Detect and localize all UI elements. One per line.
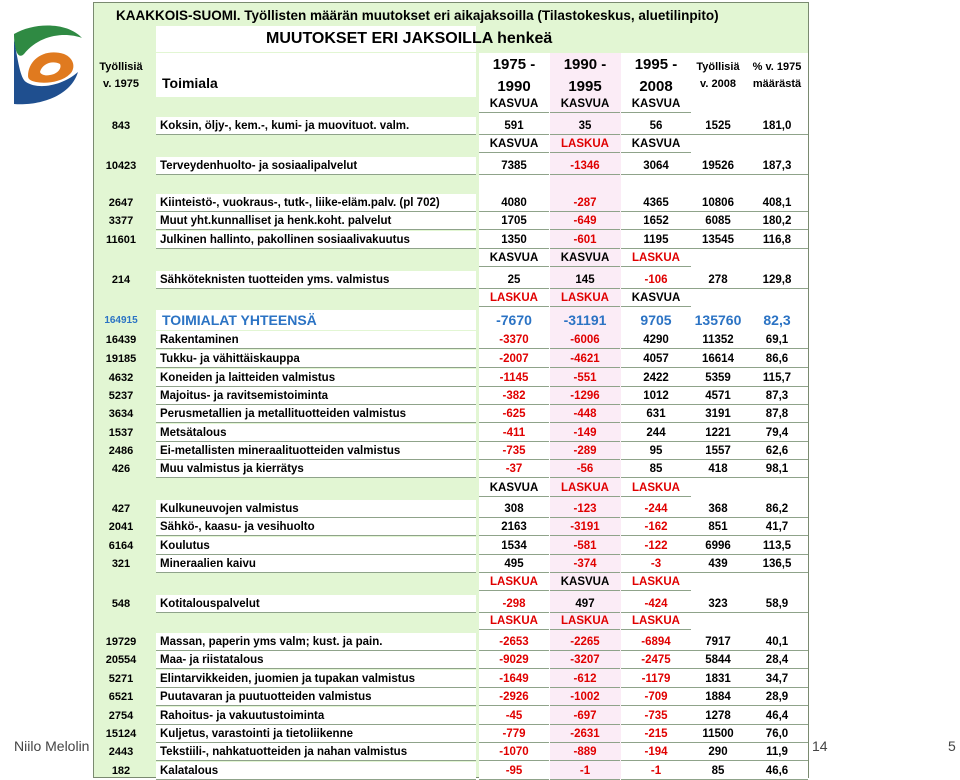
row-change-p2: -448 — [550, 405, 620, 423]
row-industry-name: Perusmetallien ja metallituotteiden valmistus — [156, 405, 476, 423]
trend-label-p2: LASKUA — [550, 479, 620, 497]
row-change-p1: 308 — [479, 500, 549, 518]
row-emp1975: 548 — [111, 598, 131, 610]
row-pct: 69,1 — [746, 331, 808, 349]
row-pct: 115,7 — [746, 369, 808, 387]
row-change-p1: 1534 — [479, 537, 549, 555]
row-emp2008: 11500 — [688, 725, 748, 743]
row-change-p3: -1179 — [621, 670, 691, 688]
row-emp2008: 851 — [688, 518, 748, 536]
row-pct: 116,8 — [746, 231, 808, 249]
row-emp1975: 3634 — [108, 408, 134, 420]
total-p1: -7670 — [496, 312, 532, 328]
row-pct: 62,6 — [746, 442, 808, 460]
row-change-p1: -2926 — [479, 688, 549, 706]
row-emp2008: 1557 — [688, 442, 748, 460]
total-emp1975: 164915 — [104, 314, 138, 326]
row-pct: 46,4 — [746, 707, 808, 725]
row-pct: 86,2 — [746, 500, 808, 518]
row-change-p1: -1070 — [479, 743, 549, 761]
row-change-p3: -162 — [621, 518, 691, 536]
row-change-p1: 495 — [479, 555, 549, 573]
row-change-p2: -6006 — [550, 331, 620, 349]
row-change-p1: 4080 — [479, 194, 549, 212]
row-change-p2: -1 — [550, 762, 620, 780]
row-change-p1: -9029 — [479, 651, 549, 669]
row-industry-name: Kiinteistö-, vuokraus-, tutk-, liike-eläm.palv. (pl 702) — [156, 194, 476, 212]
row-change-p3: 2422 — [621, 369, 691, 387]
row-industry-name: Muut yht.kunnalliset ja henk.koht. palvelut — [156, 212, 476, 230]
row-change-p2: 497 — [550, 595, 620, 613]
row-pct: 136,5 — [746, 555, 808, 573]
trend-label-p3: LASKUA — [621, 612, 691, 630]
row-change-p1: -382 — [479, 387, 549, 405]
row-change-p1: 25 — [479, 271, 549, 289]
row-emp2008: 418 — [688, 460, 748, 478]
row-emp2008: 6996 — [688, 537, 748, 555]
row-emp1975: 3377 — [108, 215, 134, 227]
row-change-p3: 244 — [621, 424, 691, 442]
row-industry-name: Elintarvikkeiden, juomien ja tupakan valmistus — [156, 670, 476, 688]
row-emp2008: 7917 — [688, 633, 748, 651]
row-industry-name: Mineraalien kaivu — [156, 555, 476, 573]
row-industry-name: Rahoitus- ja vakuutustoiminta — [156, 707, 476, 725]
row-change-p3: -215 — [621, 725, 691, 743]
trend-label-p1: KASVUA — [479, 249, 549, 267]
row-change-p3: 95 — [621, 442, 691, 460]
row-emp2008: 19526 — [688, 157, 748, 175]
total-p3: 9705 — [640, 312, 672, 328]
trend-label-p1: KASVUA — [479, 95, 549, 113]
row-pct: 87,3 — [746, 387, 808, 405]
trend-label-p1: LASKUA — [479, 289, 549, 307]
row-change-p2: -1296 — [550, 387, 620, 405]
trend-label-p2: KASVUA — [550, 573, 620, 591]
header-period2-line1: 1990 - — [563, 55, 607, 73]
row-change-p2: -581 — [550, 537, 620, 555]
row-pct: 58,9 — [746, 595, 808, 613]
total-emp2008: 135760 — [694, 312, 742, 328]
row-change-p2: 145 — [550, 271, 620, 289]
row-pct: 28,9 — [746, 688, 808, 706]
trend-label-p2: LASKUA — [550, 135, 620, 153]
row-change-p2: -612 — [550, 670, 620, 688]
trend-label-p1: KASVUA — [479, 479, 549, 497]
row-change-p1: -2007 — [479, 350, 549, 368]
row-emp2008: 85 — [688, 762, 748, 780]
row-emp2008: 368 — [688, 500, 748, 518]
trend-label-p3: LASKUA — [621, 573, 691, 591]
trend-label-p3: KASVUA — [621, 135, 691, 153]
row-pct: 79,4 — [746, 424, 808, 442]
trend-label-p3: KASVUA — [621, 289, 691, 307]
row-change-p3: 3064 — [621, 157, 691, 175]
row-change-p3: -424 — [621, 595, 691, 613]
row-pct: 28,4 — [746, 651, 808, 669]
row-change-p2: -4621 — [550, 350, 620, 368]
row-change-p1: 7385 — [479, 157, 549, 175]
row-emp1975: 4632 — [108, 372, 134, 384]
row-emp2008: 10806 — [688, 194, 748, 212]
row-change-p2: -123 — [550, 500, 620, 518]
table-subtitle: MUUTOKSET ERI JAKSOILLA henkeä — [156, 26, 476, 52]
row-pct: 180,2 — [746, 212, 808, 230]
row-emp1975: 427 — [111, 503, 131, 515]
row-emp2008: 13545 — [688, 231, 748, 249]
row-change-p3: 4057 — [621, 350, 691, 368]
row-change-p2: -287 — [550, 194, 620, 212]
row-change-p2: -889 — [550, 743, 620, 761]
trend-label-p2: LASKUA — [550, 612, 620, 630]
row-emp1975: 19185 — [105, 353, 137, 365]
row-emp1975: 214 — [111, 274, 131, 286]
row-industry-name: Metsätalous — [156, 424, 476, 442]
row-change-p2: -1346 — [550, 157, 620, 175]
row-emp1975: 19729 — [105, 636, 137, 648]
organization-logo-icon — [6, 20, 88, 108]
row-emp1975: 5271 — [108, 673, 134, 685]
header-period1-line1: 1975 - — [479, 53, 549, 75]
row-industry-name: Maa- ja riistatalous — [156, 651, 476, 669]
row-industry-name: Koulutus — [156, 537, 476, 555]
row-pct: 113,5 — [746, 537, 808, 555]
row-pct: 408,1 — [746, 194, 808, 212]
row-change-p3: -194 — [621, 743, 691, 761]
row-change-p3: 56 — [621, 117, 691, 135]
row-change-p2: -551 — [550, 369, 620, 387]
row-change-p1: 1350 — [479, 231, 549, 249]
row-emp1975: 6521 — [108, 691, 134, 703]
row-emp2008: 1831 — [688, 670, 748, 688]
row-industry-name: Koneiden ja laitteiden valmistus — [156, 369, 476, 387]
row-emp1975: 182 — [111, 765, 131, 777]
total-p2: -31191 — [563, 312, 607, 328]
header-period3-line2: 2008 — [621, 75, 691, 97]
trend-label-p3: LASKUA — [621, 249, 691, 267]
row-emp1975: 16439 — [105, 334, 137, 346]
header-industry: Toimiala — [156, 53, 476, 97]
row-emp1975: 2443 — [108, 746, 134, 758]
row-pct: 129,8 — [746, 271, 808, 289]
row-change-p1: -779 — [479, 725, 549, 743]
row-pct: 87,8 — [746, 405, 808, 423]
row-change-p3: -2475 — [621, 651, 691, 669]
row-change-p1: 591 — [479, 117, 549, 135]
row-emp1975: 6164 — [108, 540, 134, 552]
trend-label-p2: LASKUA — [550, 289, 620, 307]
row-emp1975: 2486 — [108, 445, 134, 457]
row-industry-name: Majoitus- ja ravitsemistoiminta — [156, 387, 476, 405]
total-pct: 82,3 — [763, 312, 791, 328]
row-change-p3: 85 — [621, 460, 691, 478]
row-pct: 34,7 — [746, 670, 808, 688]
row-change-p2: -1002 — [550, 688, 620, 706]
header-emp2008-line2: v. 2008 — [700, 78, 736, 90]
row-change-p1: -411 — [479, 424, 549, 442]
row-industry-name: Tekstiili-, nahkatuotteiden ja nahan valmistus — [156, 743, 476, 761]
row-emp2008: 5844 — [688, 651, 748, 669]
row-emp2008: 1884 — [688, 688, 748, 706]
row-pct: 40,1 — [746, 633, 808, 651]
row-change-p1: -37 — [479, 460, 549, 478]
row-emp1975: 321 — [111, 558, 131, 570]
row-change-p2: -3191 — [550, 518, 620, 536]
row-emp2008: 323 — [688, 595, 748, 613]
row-change-p2: -2631 — [550, 725, 620, 743]
row-change-p2: -2265 — [550, 633, 620, 651]
row-change-p1: 1705 — [479, 212, 549, 230]
row-emp2008: 1221 — [688, 424, 748, 442]
row-industry-name: Julkinen hallinto, pakollinen sosiaalivakuutus — [156, 231, 476, 249]
row-industry-name: Rakentaminen — [156, 331, 476, 349]
row-change-p1: -625 — [479, 405, 549, 423]
row-emp1975: 1537 — [108, 427, 134, 439]
row-change-p2: -149 — [550, 424, 620, 442]
row-pct: 76,0 — [746, 725, 808, 743]
table-title: KAAKKOIS-SUOMI. Työllisten määrän muutokset eri aikajaksoilla (Tilastokeskus, aluetilinpito) — [116, 7, 719, 23]
row-change-p3: 4365 — [621, 194, 691, 212]
row-industry-name: Terveydenhuolto- ja sosiaalipalvelut — [156, 157, 476, 175]
row-change-p1: -2653 — [479, 633, 549, 651]
row-change-p3: -3 — [621, 555, 691, 573]
row-change-p1: -1145 — [479, 369, 549, 387]
row-emp1975: 11601 — [106, 234, 136, 246]
row-emp1975: 2754 — [108, 710, 134, 722]
row-emp2008: 6085 — [688, 212, 748, 230]
row-change-p3: -122 — [621, 537, 691, 555]
row-industry-name: Koksin, öljy-, kem.-, kumi- ja muovituot. valm. — [156, 117, 476, 135]
row-industry-name: Kotitalouspalvelut — [156, 595, 476, 613]
row-change-p1: -298 — [479, 595, 549, 613]
row-emp1975: 2041 — [108, 521, 134, 533]
row-pct: 98,1 — [746, 460, 808, 478]
trend-label-p1: KASVUA — [479, 135, 549, 153]
row-change-p3: 1012 — [621, 387, 691, 405]
row-change-p2: 35 — [550, 117, 620, 135]
row-change-p3: 631 — [621, 405, 691, 423]
row-emp2008: 278 — [688, 271, 748, 289]
row-change-p3: -1 — [621, 762, 691, 780]
row-industry-name: Kulkuneuvojen valmistus — [156, 500, 476, 518]
row-change-p3: -106 — [621, 271, 691, 289]
row-industry-name: Muu valmistus ja kierrätys — [156, 460, 476, 478]
row-emp2008: 1525 — [688, 117, 748, 135]
row-emp2008: 11352 — [688, 331, 748, 349]
header-emp2008-line1: Työllisiä — [696, 61, 740, 73]
row-industry-name: Kuljetus, varastointi ja tietoliikenne — [156, 725, 476, 743]
row-change-p1: -1649 — [479, 670, 549, 688]
row-change-p2: -374 — [550, 555, 620, 573]
row-emp2008: 290 — [688, 743, 748, 761]
row-industry-name: Kalatalous — [156, 762, 476, 780]
row-industry-name: Tukku- ja vähittäiskauppa — [156, 350, 476, 368]
row-change-p3: 1195 — [621, 231, 691, 249]
trend-label-p1: LASKUA — [479, 573, 549, 591]
footer-author: Niilo Melolin — [14, 738, 90, 754]
trend-label-p3: KASVUA — [621, 95, 691, 113]
row-industry-name: Puutavaran ja puutuotteiden valmistus — [156, 688, 476, 706]
header-emp1975-line1: Työllisiä — [99, 61, 143, 73]
row-pct: 46,6 — [746, 762, 808, 780]
header-period2-line2: 1995 — [568, 77, 602, 95]
trend-label-p2: KASVUA — [550, 249, 620, 267]
row-emp1975: 426 — [111, 463, 131, 475]
row-change-p1: 2163 — [479, 518, 549, 536]
row-emp1975: 10423 — [105, 160, 137, 172]
row-emp2008: 4571 — [688, 387, 748, 405]
row-change-p1: -95 — [479, 762, 549, 780]
row-change-p3: -6894 — [621, 633, 691, 651]
trend-label-p2: KASVUA — [550, 95, 620, 113]
row-change-p2: -601 — [550, 231, 620, 249]
row-emp2008: 1278 — [688, 707, 748, 725]
row-emp1975: 2647 — [108, 197, 134, 209]
row-change-p3: 1652 — [621, 212, 691, 230]
row-change-p1: -735 — [479, 442, 549, 460]
row-change-p2: -56 — [550, 460, 620, 478]
footer-date: 14 — [812, 738, 828, 754]
row-change-p3: -735 — [621, 707, 691, 725]
row-industry-name: Massan, paperin yms valm; kust. ja pain. — [156, 633, 476, 651]
row-change-p3: 4290 — [621, 331, 691, 349]
row-emp1975: 5237 — [108, 390, 134, 402]
row-emp1975: 843 — [111, 120, 131, 132]
row-industry-name: Ei-metallisten mineraalituotteiden valmistus — [156, 442, 476, 460]
row-pct: 86,6 — [746, 350, 808, 368]
page-number: 5 — [948, 738, 956, 754]
row-emp2008: 439 — [688, 555, 748, 573]
header-period3-line1: 1995 - — [621, 53, 691, 75]
row-change-p2: -697 — [550, 707, 620, 725]
employment-change-table — [93, 2, 809, 778]
row-change-p2: -289 — [550, 442, 620, 460]
row-emp2008: 3191 — [688, 405, 748, 423]
header-pct-line2: määrästä — [752, 78, 802, 90]
header-emp1975-line2: v. 1975 — [103, 78, 139, 90]
row-industry-name: Sähkö-, kaasu- ja vesihuolto — [156, 518, 476, 536]
row-industry-name: Sähköteknisten tuotteiden yms. valmistus — [156, 271, 476, 289]
row-emp1975: 20554 — [105, 654, 137, 666]
header-pct-line1: % v. 1975 — [752, 61, 802, 73]
row-change-p3: -709 — [621, 688, 691, 706]
row-emp2008: 5359 — [688, 369, 748, 387]
row-change-p2: -649 — [550, 212, 620, 230]
row-change-p1: -3370 — [479, 331, 549, 349]
row-emp2008: 16614 — [688, 350, 748, 368]
trend-label-p1: LASKUA — [479, 612, 549, 630]
header-period1-line2: 1990 — [479, 75, 549, 97]
row-pct: 181,0 — [746, 117, 808, 135]
row-emp1975: 15124 — [105, 728, 137, 740]
row-change-p3: -244 — [621, 500, 691, 518]
row-pct: 41,7 — [746, 518, 808, 536]
row-change-p2: -3207 — [550, 651, 620, 669]
row-pct: 187,3 — [746, 157, 808, 175]
row-pct: 11,9 — [746, 743, 808, 761]
row-change-p1: -45 — [479, 707, 549, 725]
trend-label-p3: LASKUA — [621, 479, 691, 497]
total-label: TOIMIALAT YHTEENSÄ — [156, 310, 476, 330]
